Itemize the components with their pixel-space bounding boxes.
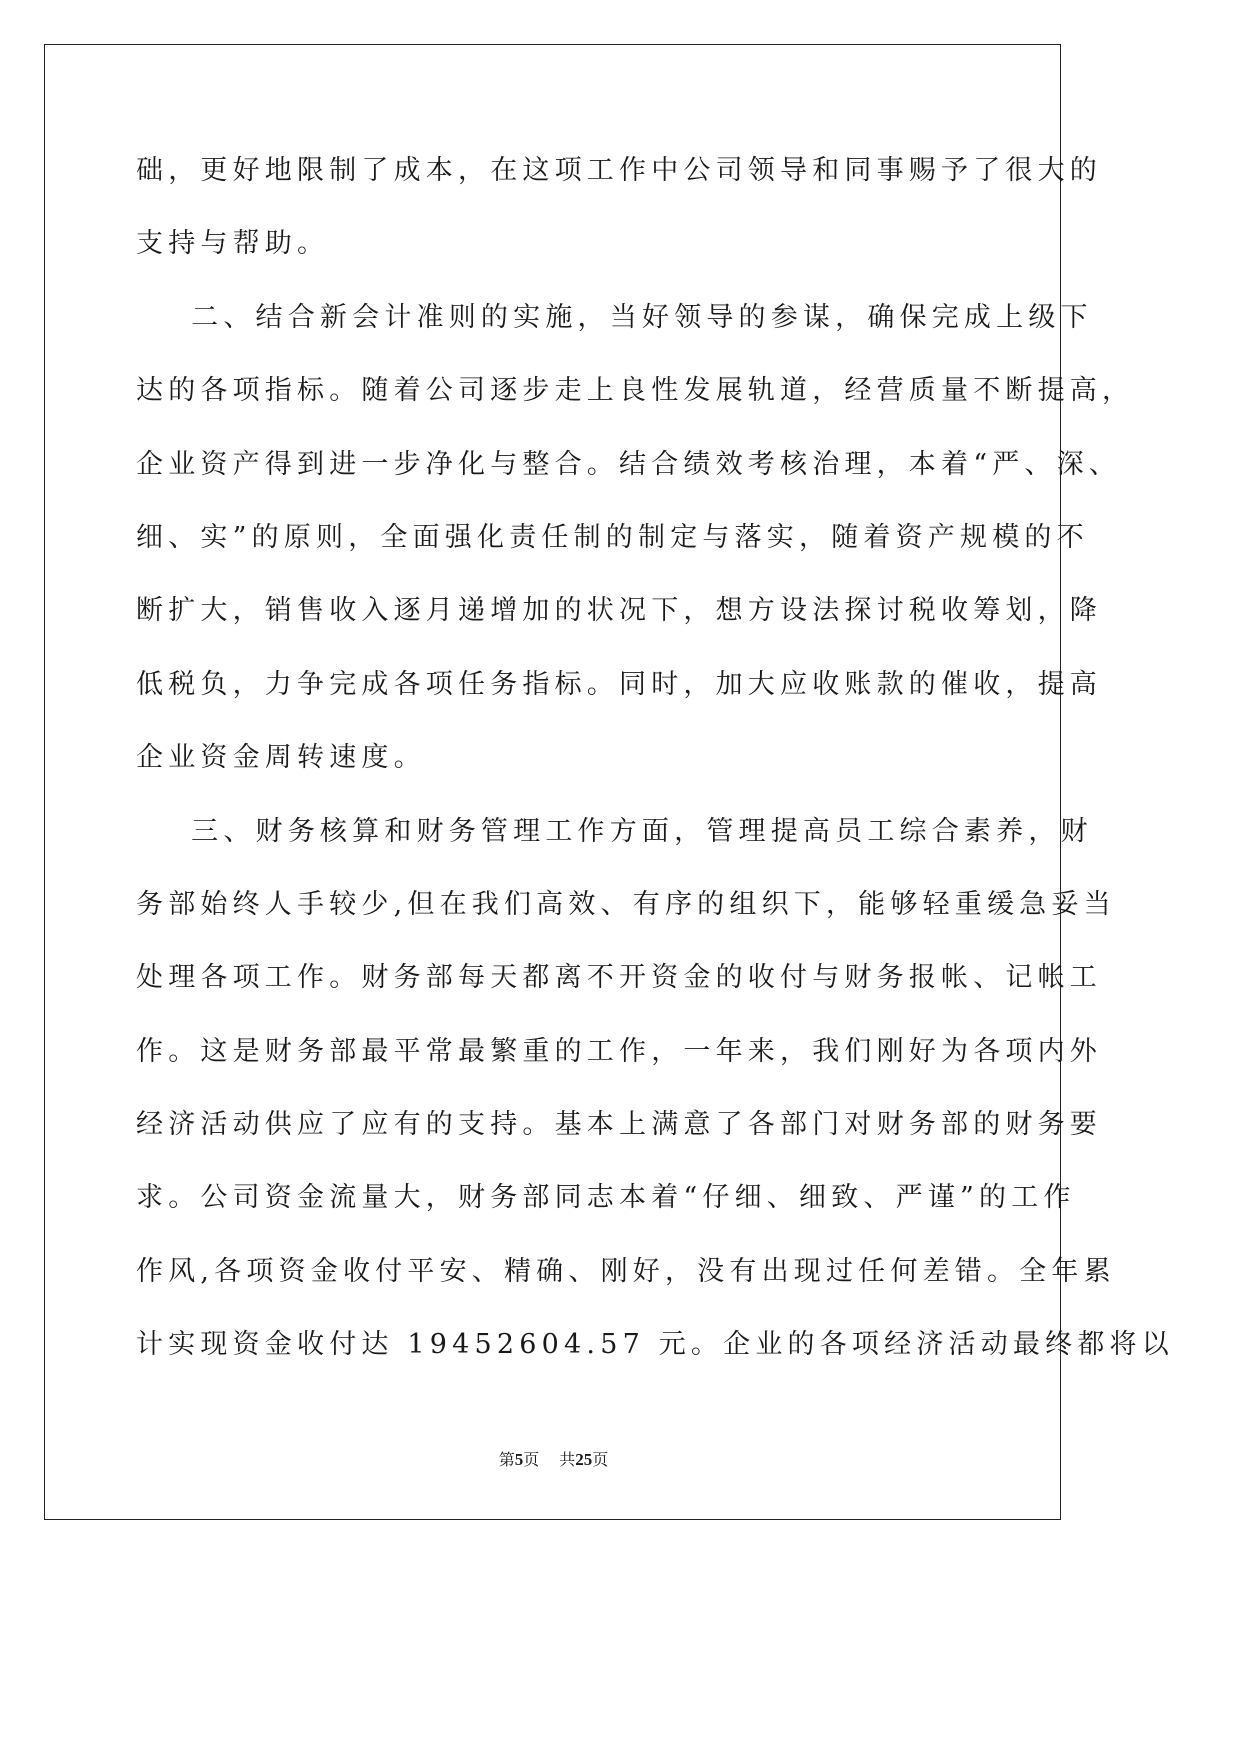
text-line: 低税负，力争完成各项任务指标。同时，加大应收账款的催收，提高 bbox=[136, 668, 1102, 700]
text-line: 经济活动供应了应有的支持。基本上满意了各部门对财务部的财务要 bbox=[136, 1109, 1102, 1141]
page-number: 5 bbox=[514, 1450, 524, 1469]
text-line: 支持与帮助。 bbox=[136, 228, 330, 260]
text-line: 处理各项工作。财务部每天都离不开资金的收付与财务报帐、记帐工 bbox=[136, 962, 1102, 994]
text-line: 求。公司资金流量大，财务部同志本着“仔细、细致、严谨”的工作 bbox=[136, 1182, 1076, 1214]
page-prefix: 第 bbox=[498, 1450, 515, 1469]
text-line: 断扩大，销售收入逐月递增加的状况下，想方设法探讨税收筹划，降 bbox=[136, 595, 1102, 627]
text-line: 础，更好地限制了成本，在这项工作中公司领导和同事赐予了很大的 bbox=[136, 155, 1102, 186]
page-suffix: 页 bbox=[523, 1450, 540, 1469]
text-line: 三、财务核算和财务管理工作方面，管理提高员工综合素养，财 bbox=[136, 815, 1093, 847]
text-line: 企业资产得到进一步净化与整合。结合绩效考核治理，本着“严、深、 bbox=[136, 448, 1122, 480]
text-line: 计实现资金收付达 19452604.57 元。企业的各项经济活动最终都将以 bbox=[136, 1329, 1174, 1361]
text-line: 企业资金周转速度。 bbox=[136, 742, 426, 774]
total-prefix: 共 bbox=[559, 1450, 576, 1469]
total-suffix: 页 bbox=[592, 1450, 609, 1469]
text-line: 细、实”的原则，全面强化责任制的制定与落实，随着资产规模的不 bbox=[136, 521, 1089, 553]
text-line: 二、结合新会计准则的实施，当好领导的参谋，确保完成上级下 bbox=[136, 301, 1093, 333]
text-line: 作风,各项资金收付平安、精确、刚好，没有出现过任何差错。全年累 bbox=[136, 1255, 1116, 1287]
body-text bbox=[136, 148, 1174, 1396]
page-footer bbox=[0, 1450, 1107, 1470]
total-pages: 25 bbox=[575, 1450, 593, 1469]
text-line: 达的各项指标。随着公司逐步走上良性发展轨道，经营质量不断提高， bbox=[136, 375, 1135, 407]
text-line: 务部始终人手较少,但在我们高效、有序的组织下，能够轻重缓急妥当 bbox=[136, 888, 1116, 920]
text-line: 作。这是财务部最平常最繁重的工作，一年来，我们刚好为各项内外 bbox=[136, 1035, 1102, 1067]
